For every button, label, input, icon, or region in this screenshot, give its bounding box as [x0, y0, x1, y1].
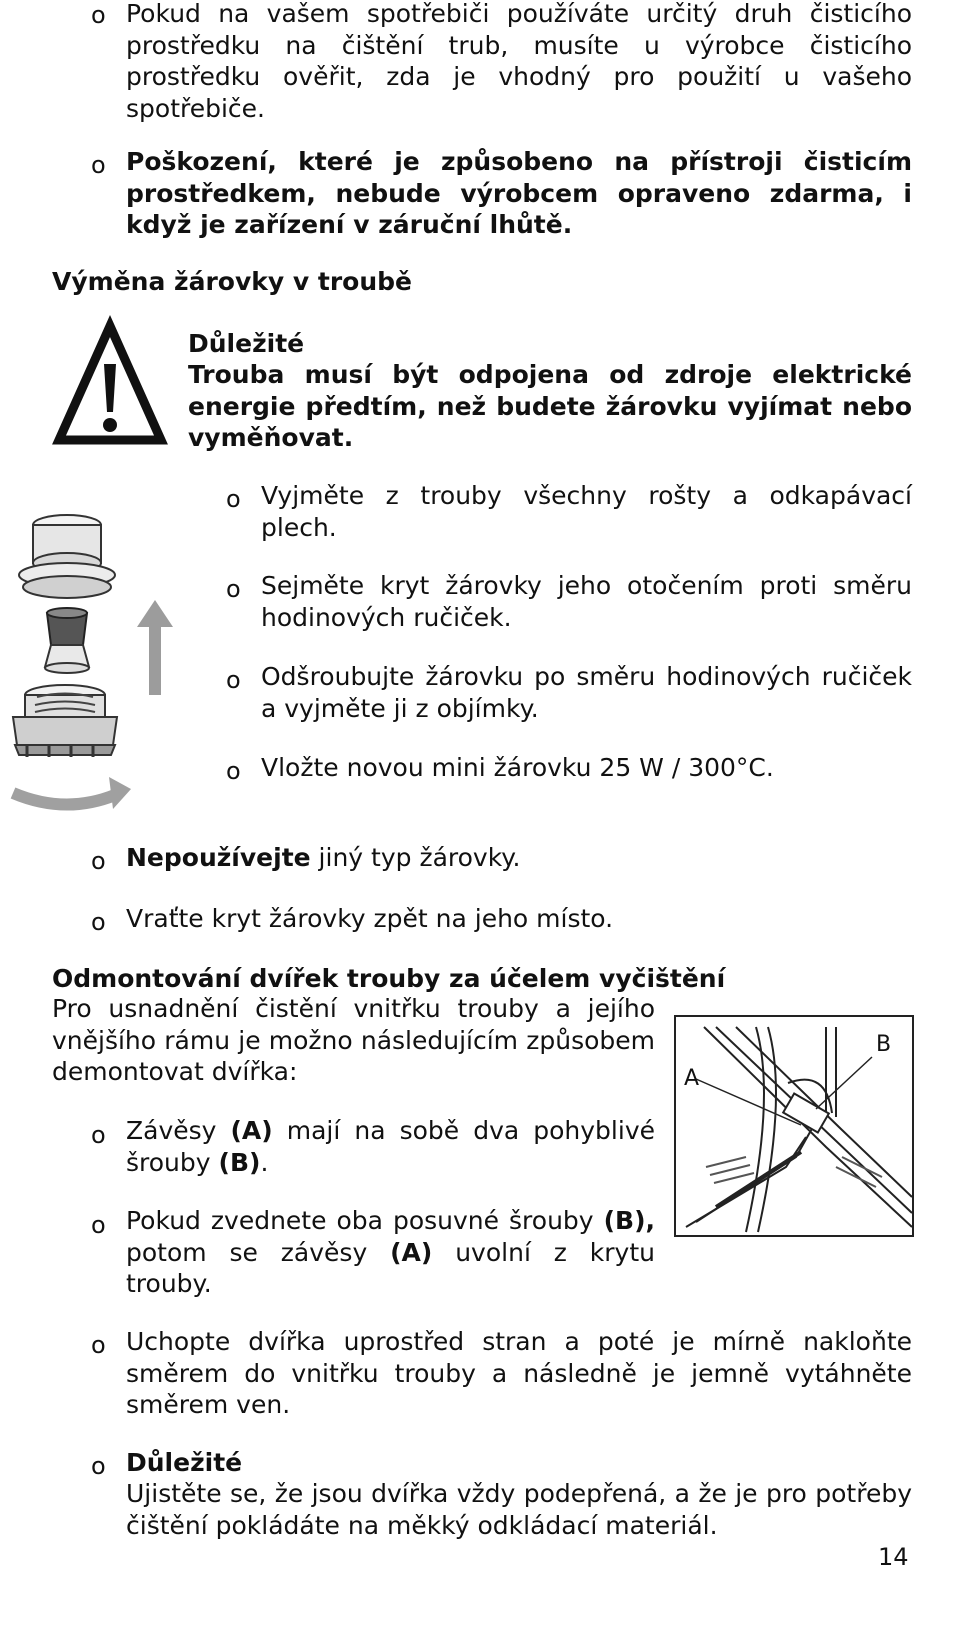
hinges-paragraph — [126, 1115, 655, 1178]
diagram-label-a: A — [684, 1066, 700, 1091]
bullet-marker: o — [91, 1211, 106, 1239]
bullet-marker: o — [226, 485, 241, 513]
text-run: uvolní z krytu trouby. — [126, 1237, 655, 1298]
diagram-label-b: B — [876, 1032, 892, 1057]
bullet-marker: o — [91, 908, 106, 936]
bullet-marker: o — [226, 575, 241, 603]
bullet-marker: o — [226, 666, 241, 694]
label-a-ref: (A) — [230, 1116, 273, 1145]
text-run: Pokud zvednete oba posuvné šrouby — [126, 1206, 604, 1235]
important-title: Důležité — [126, 1448, 243, 1477]
note-rest: jiný typ žárovky. — [310, 843, 521, 872]
oven-lamp-cover-removal-icon — [5, 505, 175, 820]
label-a-ref: (A) — [390, 1237, 433, 1267]
lift-screws-paragraph — [126, 1205, 655, 1300]
tilt-door-paragraph: Uchopte dvířka uprostřed stran a poté je mírně nakloňte směrem do vnitřku trouby a následně je jemně vytáhněte směrem ven. — [126, 1327, 912, 1419]
bullet-marker: o — [91, 1452, 106, 1480]
bullet-marker: o — [91, 1, 106, 29]
door-hinge-diagram — [674, 1015, 914, 1237]
bullet-marker: o — [91, 847, 106, 875]
note-bold: Nepoužívejte — [126, 843, 311, 872]
warning-title: Důležité — [188, 329, 305, 358]
warning-triangle-icon — [55, 322, 165, 444]
page-number: 14 — [878, 1543, 909, 1571]
step-remove-cover: Sejměte kryt žárovky jeho otočením proti směru hodinových ručiček. — [261, 571, 912, 632]
door-section-heading: Odmontování dvířek trouby za účelem vyčištění — [52, 964, 726, 993]
text-run: Závěsy — [126, 1116, 231, 1145]
label-b-ref: (B) — [218, 1147, 261, 1177]
step-unscrew-bulb: Odšroubujte žárovku po směru hodinových ručiček a vyjměte ji z objímky. — [261, 662, 912, 723]
text-run: . — [260, 1147, 269, 1177]
label-b-ref: (B), — [603, 1206, 655, 1235]
damage-warranty-paragraph: Poškození, které je způsobeno na přístroji čisticím prostředkem, nebude výrobcem opraveno zdarma, i když je zařízení v záruční lhůtě. — [126, 147, 912, 239]
bulb-section-heading: Výměna žárovky v troubě — [52, 267, 412, 296]
text-run: potom se závěsy — [126, 1237, 391, 1267]
cleaner-check-paragraph: Pokud na vašem spotřebiči používáte určitý druh čisticího prostředku na čištění trub, musíte u výrobce čisticího prostředku ověřit, zda je vhodný pro použití u vašeho spotřebiče. — [126, 0, 912, 123]
bullet-marker: o — [91, 1331, 106, 1359]
bullet-marker: o — [226, 757, 241, 785]
step-remove-racks: Vyjměte z trouby všechny rošty a odkapávací plech. — [261, 481, 912, 542]
warning-text: Trouba musí být odpojena od zdroje elektrické energie předtím, než budete žárovku vyjímat nebo vyměňovat. — [188, 360, 912, 452]
step-insert-bulb: Vložte novou mini žárovku 25 W / 300°C. — [261, 753, 774, 782]
important-text: Ujistěte se, že jsou dvířka vždy podepřená, a že je pro potřeby čištění pokládáte na měkký odkládací materiál. — [126, 1479, 912, 1540]
bullet-marker: o — [91, 1121, 106, 1149]
text-run: mají na sobě dva pohyblivé šrouby — [126, 1116, 655, 1177]
note-bulb-type — [126, 842, 912, 874]
bullet-marker: o — [91, 151, 106, 179]
door-intro-paragraph: Pro usnadnění čistění vnitřku trouby a jejího vnějšího rámu je možno následujícím způsobem demontovat dvířka: — [52, 994, 655, 1086]
step-return-cover: Vraťte kryt žárovky zpět na jeho místo. — [126, 904, 614, 933]
